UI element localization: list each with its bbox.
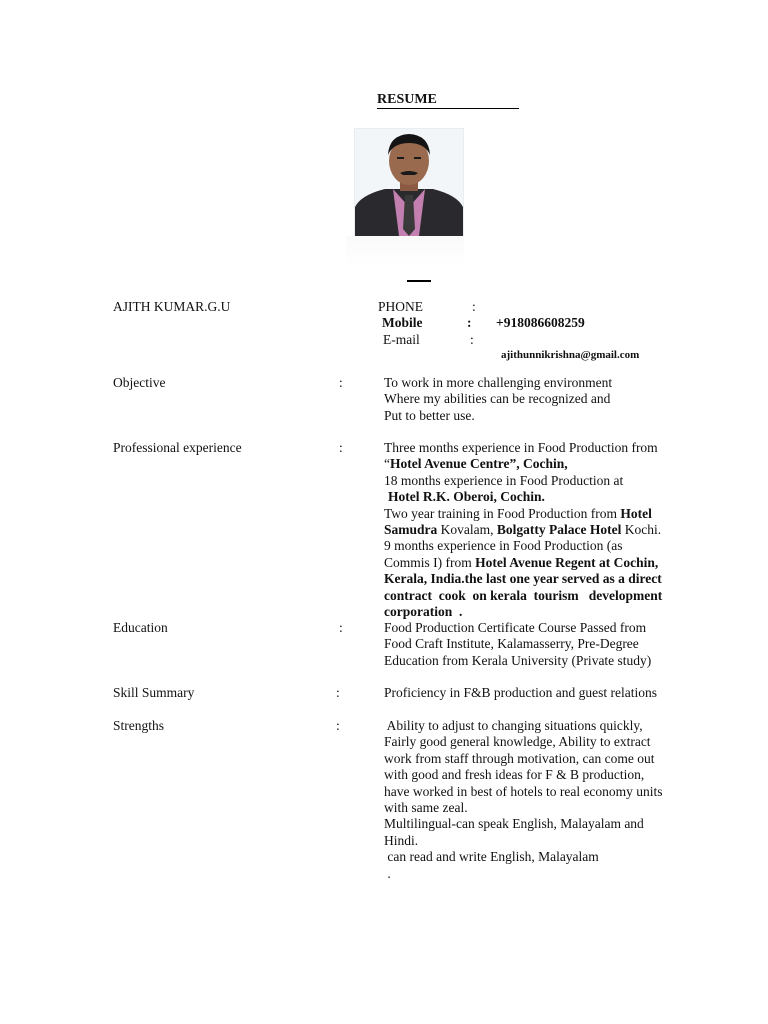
education-colon: :	[339, 620, 343, 635]
experience-label: Professional experience	[113, 440, 242, 455]
experience-colon: :	[339, 440, 343, 455]
education-line: Food Production Certificate Course Passed from	[384, 620, 647, 635]
strengths-label: Strengths	[113, 718, 165, 733]
strengths-line: can read and write English, Malayalam	[384, 849, 599, 865]
objective-line: Put to better use.	[384, 407, 475, 423]
objective-line: Where my abilities can be recognized and	[384, 391, 611, 407]
strengths-line: Fairly good general knowledge, Ability to extract	[384, 734, 651, 750]
objective-colon: :	[339, 375, 343, 390]
experience-line: Samudra Kovalam, Bolgatty Palace Hotel Kochi.	[384, 522, 662, 538]
experience-line: Hotel R.K. Oberoi, Cochin.	[388, 489, 545, 505]
phone-label: PHONE	[378, 299, 424, 314]
education-text	[384, 620, 651, 669]
strengths-colon: :	[336, 718, 340, 733]
skills-label: Skill Summary	[113, 685, 195, 700]
education-label: Education	[113, 620, 168, 635]
education-line: Food Craft Institute, Kalamasserry, Pre-Degree	[384, 636, 639, 652]
strengths-line: with same zeal.	[384, 800, 468, 816]
phone-colon: :	[472, 299, 476, 314]
candidate-name: AJITH KUMAR.G.U	[113, 299, 231, 314]
experience-line: Kerala, India.the last one year served as a direct	[384, 571, 662, 587]
photo-shadow	[346, 236, 464, 266]
education-line: Education from Kerala University (Private study)	[384, 652, 652, 668]
profile-photo	[354, 128, 464, 237]
email-colon: :	[470, 332, 474, 347]
experience-line: 9 months experience in Food Production (as	[384, 538, 623, 554]
objective-line: To work in more challenging environment	[384, 375, 613, 390]
objective-label: Objective	[113, 375, 166, 390]
experience-line: corporation .	[384, 604, 463, 620]
strengths-line: Ability to adjust to changing situations quickly,	[384, 718, 643, 733]
mobile-colon: :	[467, 315, 472, 330]
email-label: E-mail	[383, 332, 420, 347]
skills-colon: :	[336, 685, 340, 700]
strengths-line: Hindi.	[384, 832, 419, 848]
strengths-line: have worked in best of hotels to real economy units	[384, 783, 663, 799]
experience-line: contract cook on kerala tourism development	[384, 587, 663, 603]
skills-text: Proficiency in F&B production and guest relations	[384, 685, 657, 700]
experience-line: “Hotel Avenue Centre”, Cochin,	[384, 456, 568, 472]
experience-line: Three months experience in Food Production from	[384, 440, 658, 455]
strengths-line: Multilingual-can speak English, Malayalam and	[384, 816, 644, 832]
experience-text	[384, 440, 662, 620]
separator-dash	[407, 280, 431, 282]
strengths-text	[384, 718, 663, 882]
strengths-line: .	[384, 865, 391, 881]
mobile-label: Mobile	[382, 315, 423, 330]
experience-line: Two year training in Food Production from Hotel	[384, 505, 652, 521]
objective-text	[384, 375, 612, 424]
mobile-value: +918086608259	[496, 315, 585, 330]
strengths-line: work from staff through motivation, can come out	[384, 750, 655, 766]
resume-title: RESUME	[377, 92, 519, 109]
email-value[interactable]: ajithunnikrishna@gmail.com	[501, 349, 640, 361]
experience-line: Commis I) from Hotel Avenue Regent at Cochin,	[384, 554, 659, 570]
experience-line: 18 months experience in Food Production at	[384, 472, 624, 488]
strengths-line: with good and fresh ideas for F & B production,	[384, 767, 645, 783]
